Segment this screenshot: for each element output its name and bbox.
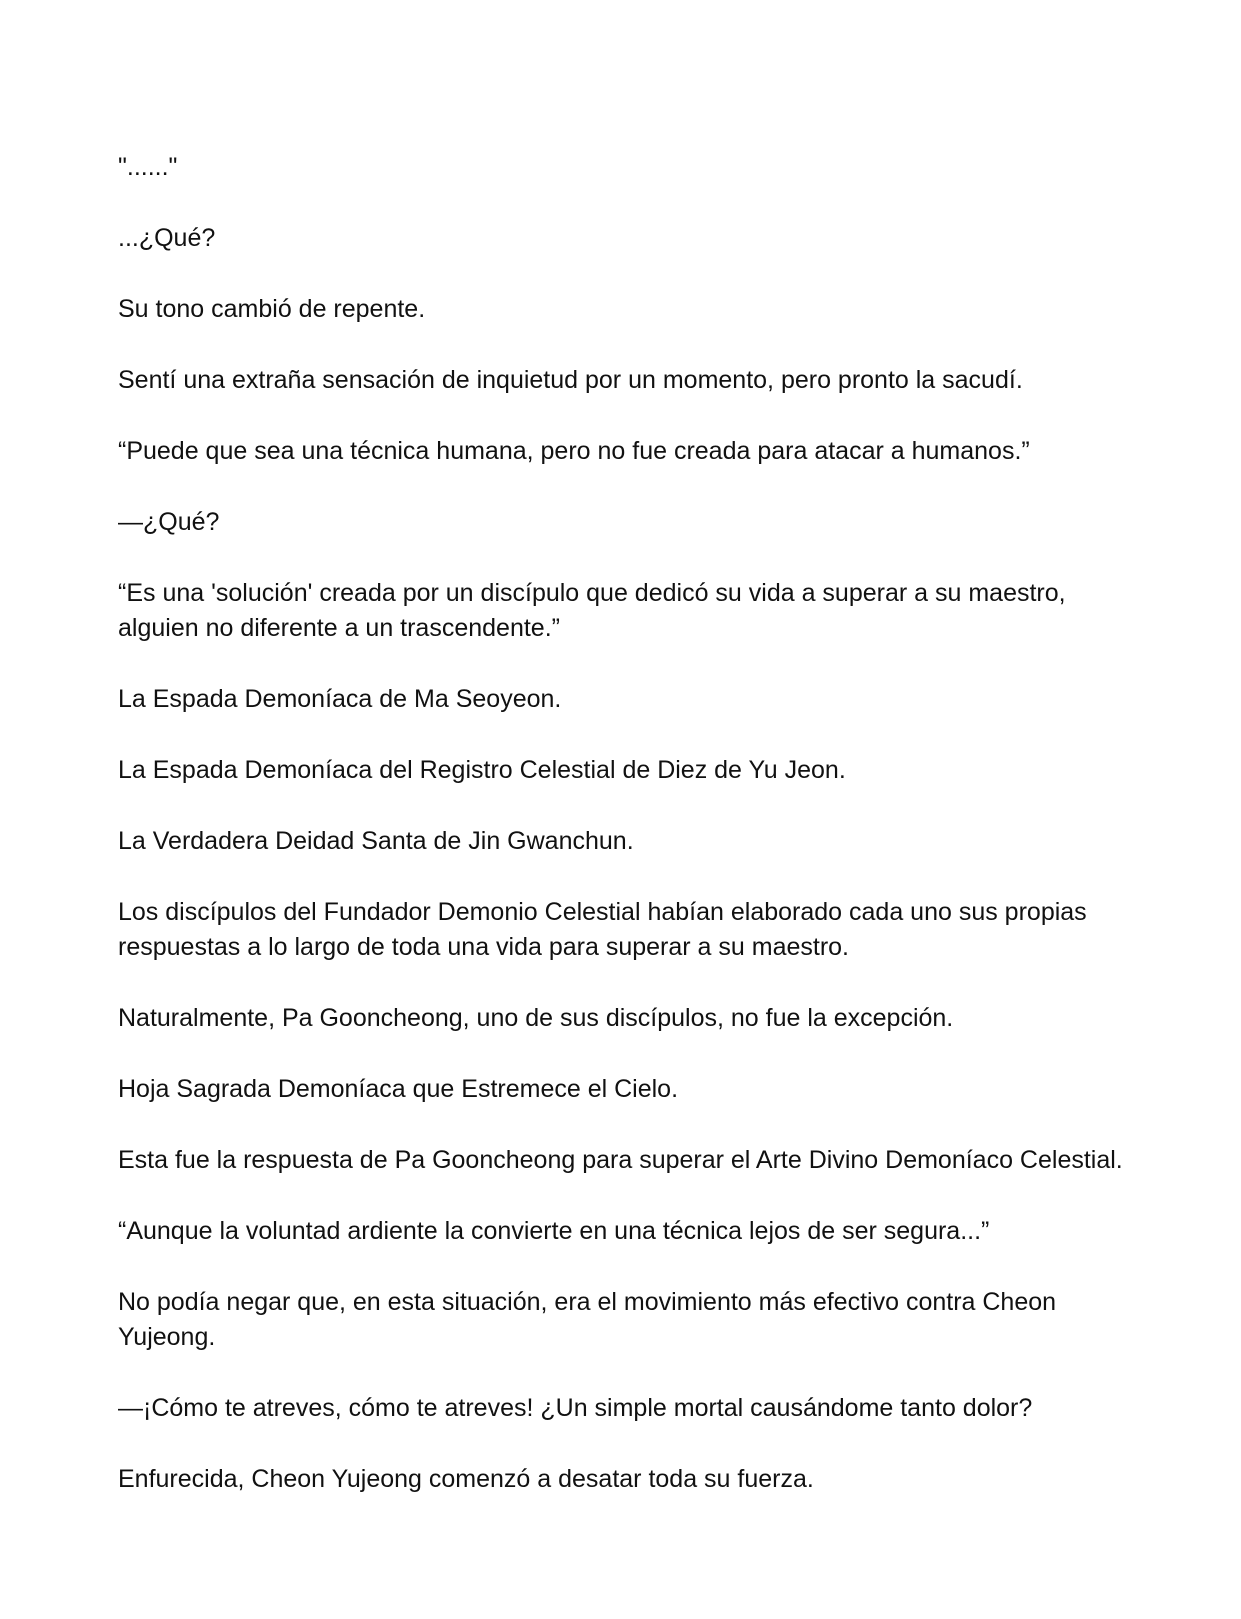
paragraph-17: —¡Cómo te atreves, cómo te atreves! ¿Un simple mortal causándome tanto dolor? xyxy=(118,1394,1033,1422)
paragraph-16: No podía negar que, en esta situación, era el movimiento más efectivo contra Cheon Yujeong. xyxy=(118,1288,1057,1351)
paragraph-1: "......" xyxy=(118,153,178,181)
paragraph-5: “Puede que sea una técnica humana, pero no fue creada para atacar a humanos.” xyxy=(118,437,1030,465)
paragraph-13: Hoja Sagrada Demoníaca que Estremece el Cielo. xyxy=(118,1075,679,1103)
paragraph-2: ...¿Qué? xyxy=(118,224,216,252)
document-body xyxy=(118,150,1123,1533)
paragraph-7: “Es una 'solución' creada por un discípulo que dedicó su vida a superar a su maestro, alguien no diferente a un trascendente.” xyxy=(118,579,1066,642)
paragraph-14: Esta fue la respuesta de Pa Gooncheong para superar el Arte Divino Demoníaco Celestial. xyxy=(118,1146,1123,1174)
paragraph-11: Los discípulos del Fundador Demonio Celestial habían elaborado cada uno sus propias respuestas a lo largo de toda una vida para superar a su maestro. xyxy=(118,898,1087,961)
paragraph-12: Naturalmente, Pa Gooncheong, uno de sus discípulos, no fue la excepción. xyxy=(118,1004,954,1032)
paragraph-6: —¿Qué? xyxy=(118,508,220,536)
paragraph-3: Su tono cambió de repente. xyxy=(118,295,426,323)
paragraph-9: La Espada Demoníaca del Registro Celestial de Diez de Yu Jeon. xyxy=(118,756,846,784)
paragraph-15: “Aunque la voluntad ardiente la convierte en una técnica lejos de ser segura...” xyxy=(118,1217,990,1245)
paragraph-10: La Verdadera Deidad Santa de Jin Gwanchun. xyxy=(118,827,634,855)
paragraph-4: Sentí una extraña sensación de inquietud por un momento, pero pronto la sacudí. xyxy=(118,366,1023,394)
paragraph-8: La Espada Demoníaca de Ma Seoyeon. xyxy=(118,685,562,713)
paragraph-18: Enfurecida, Cheon Yujeong comenzó a desatar toda su fuerza. xyxy=(118,1465,814,1493)
